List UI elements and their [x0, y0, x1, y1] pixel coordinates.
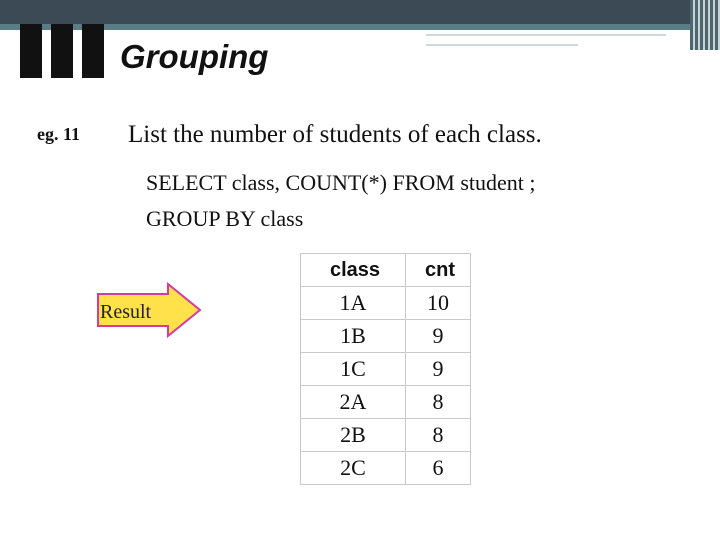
result-label: Result	[100, 301, 152, 323]
slide-title: Grouping	[120, 38, 269, 75]
cell-cnt: 6	[406, 452, 471, 485]
top-bar	[0, 0, 720, 24]
header-rule	[426, 34, 666, 36]
table-row	[301, 353, 471, 386]
result-arrow	[80, 282, 204, 338]
table-row	[301, 386, 471, 419]
top-band	[0, 24, 720, 30]
table-row	[301, 320, 471, 353]
example-label: eg. 11	[37, 124, 80, 144]
question-text: List the number of students of each class.	[128, 121, 542, 148]
cell-cnt: 9	[406, 320, 471, 353]
sql-line-1: SELECT class, COUNT(*) FROM student ;	[146, 170, 536, 195]
corner-stripes	[690, 0, 720, 50]
cell-cnt: 9	[406, 353, 471, 386]
cell-class: 2B	[301, 419, 406, 452]
cell-class: 1A	[301, 287, 406, 320]
result-table	[300, 253, 471, 485]
cell-cnt: 8	[406, 386, 471, 419]
column-header-cnt: cnt	[406, 254, 471, 287]
column-header-class: class	[301, 254, 406, 287]
header-rule-short	[426, 44, 578, 46]
sql-line-2: GROUP BY class	[146, 206, 304, 231]
cell-cnt: 10	[406, 287, 471, 320]
cell-class: 1B	[301, 320, 406, 353]
table-row	[301, 287, 471, 320]
cell-class: 2C	[301, 452, 406, 485]
section-numeral	[20, 24, 108, 78]
cell-class: 2A	[301, 386, 406, 419]
cell-cnt: 8	[406, 419, 471, 452]
table-header-row	[301, 254, 471, 287]
table-row	[301, 452, 471, 485]
cell-class: 1C	[301, 353, 406, 386]
table-row	[301, 419, 471, 452]
